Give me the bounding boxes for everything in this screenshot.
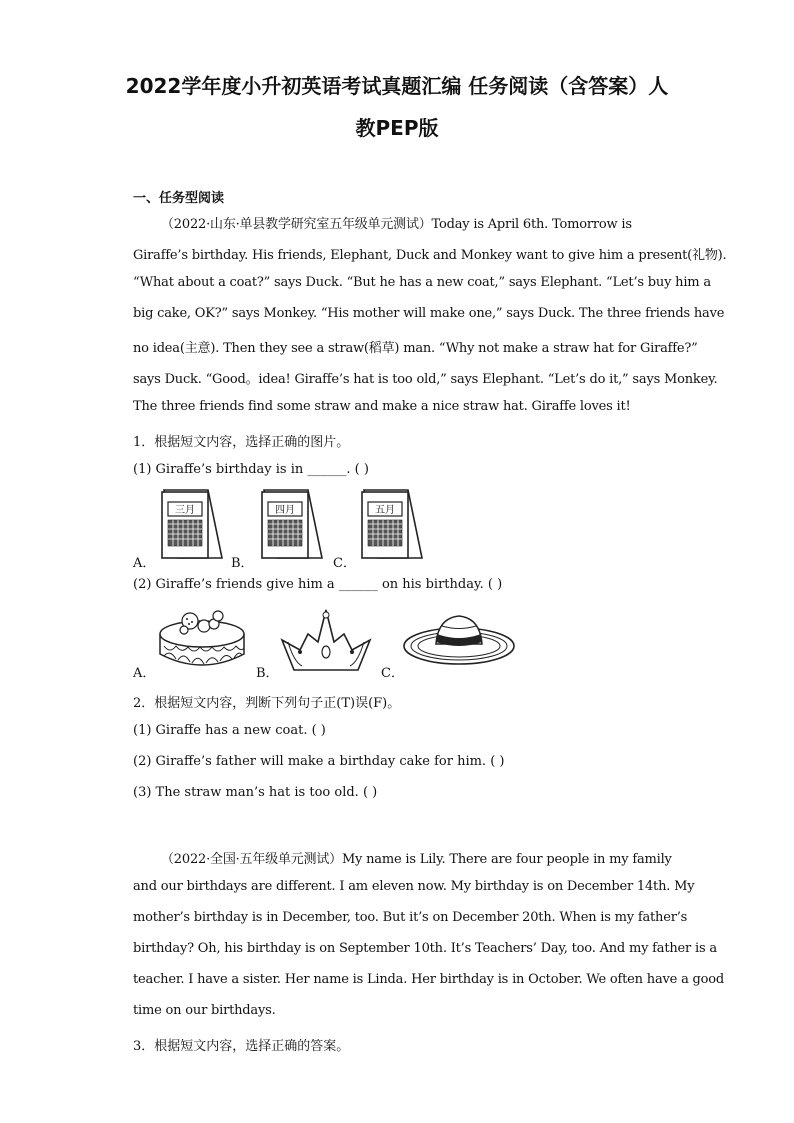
cake-icon	[156, 604, 248, 676]
question-1-1: (1) Giraffe’s birthday is in ______. ( )	[133, 462, 369, 477]
passage-line: （2022·山东·单县教学研究室五年级单元测试）Today is April 6th. Tomorrow is	[161, 217, 632, 232]
question-2-stem: 2．根据短文内容，判断下列句子正(T)误(F)。	[133, 696, 401, 711]
passage-line: The three friends find some straw and make a nice straw hat. Giraffe loves it!	[133, 399, 631, 414]
document-title-line1: 2022学年度小升初英语考试真题汇编 任务阅读（含答案）人	[125, 74, 669, 98]
option-b-letter: B．	[231, 556, 254, 571]
option-a-letter: A．	[133, 666, 156, 681]
passage-line: says Duck. “Good。idea! Giraffe’s hat is too old,” says Elephant. “Let’s do it,” says Monkey.	[133, 372, 718, 387]
calendar-month-label: 三月	[175, 505, 195, 516]
option-c-letter: C．	[333, 556, 356, 571]
question-1-stem: 1．根据短文内容，选择正确的图片。	[133, 435, 350, 450]
calendar-month-label: 四月	[275, 505, 295, 516]
calendar-march-icon	[158, 488, 228, 564]
passage-line: time on our birthdays.	[133, 1003, 276, 1018]
passage-line: and our birthdays are different. I am eleven now. My birthday is on December 14th. My	[133, 879, 695, 894]
question-1-2: (2) Giraffe’s friends give him a ______ on his birthday. ( )	[133, 577, 503, 592]
passage-line: teacher. I have a sister. Her name is Linda. Her birthday is in October. We often have a good	[133, 972, 725, 987]
passage-line: Giraffe’s birthday. His friends, Elephant, Duck and Monkey want to give him a present(礼物).	[133, 248, 727, 263]
document-title-line2: 教PEP版	[355, 116, 439, 140]
question-2-1: (1) Giraffe has a new coat. ( )	[133, 723, 326, 738]
passage-line: no idea(主意). Then they see a straw(稻草) man. “Why not make a straw hat for Giraffe?”	[133, 341, 698, 356]
option-c-letter: C．	[381, 666, 404, 681]
passage-line: “What about a coat?” says Duck. “But he has a new coat,” says Elephant. “Let’s buy him a	[133, 275, 711, 290]
option-a-letter: A．	[133, 556, 156, 571]
option-b-letter: B．	[256, 666, 279, 681]
passage-line: mother’s birthday is in December, too. But it’s on December 20th. When is my father’s	[133, 910, 688, 925]
calendar-may-icon	[358, 488, 428, 564]
crown-icon	[278, 606, 374, 672]
straw-hat-icon	[402, 612, 516, 668]
passage-line: birthday? Oh, his birthday is on September 10th. It’s Teachers’ Day, too. And my father is a	[133, 941, 717, 956]
question-2-2: (2) Giraffe’s father will make a birthday cake for him. ( )	[133, 754, 505, 769]
passage-line: （2022·全国·五年级单元测试）My name is Lily. There are four people in my family	[161, 852, 672, 867]
question-3-stem: 3．根据短文内容，选择正确的答案。	[133, 1039, 350, 1054]
calendar-month-label: 五月	[375, 505, 395, 516]
question-2-3: (3) The straw man’s hat is too old. ( )	[133, 785, 378, 800]
section-heading: 一、任务型阅读	[133, 191, 225, 206]
passage-line: big cake, OK?” says Monkey. “His mother will make one,” says Duck. The three friends have	[133, 306, 725, 321]
calendar-april-icon	[258, 488, 328, 564]
